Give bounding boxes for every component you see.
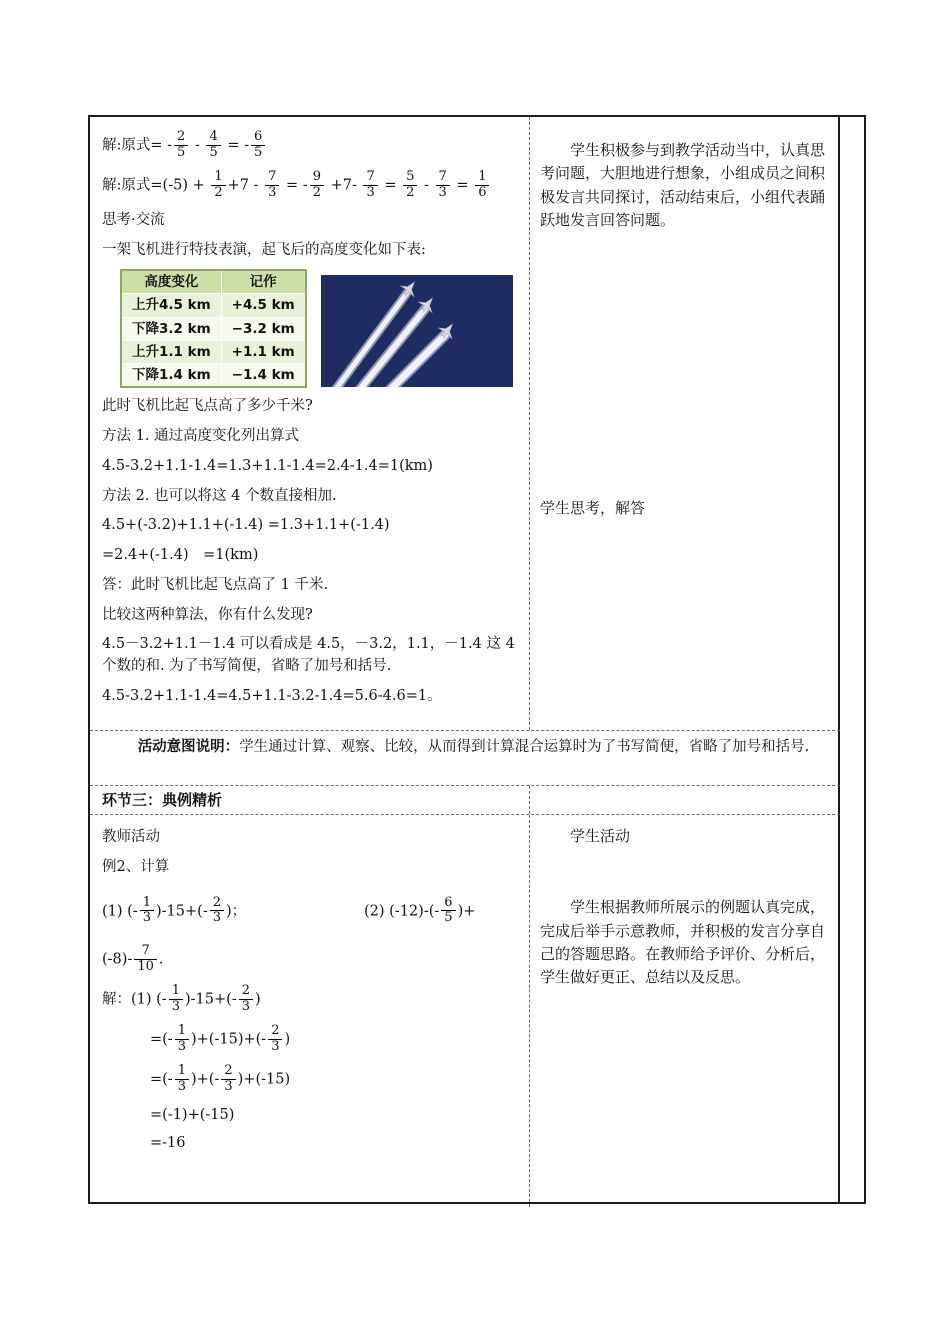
student-activity-cell-2 [530,815,840,1207]
row-section3-header [90,786,840,815]
row-example-analysis [90,815,840,1207]
example-expression-1: (1) (- $\frac{1}{3}$ )-15+(- $\frac{2}{3}$ )； [102,894,247,926]
solution-step-4: =(-1)+(-15) [150,1106,235,1123]
teacher-content-cell-2 [90,815,530,1207]
solution-step-5: =-16 [150,1134,186,1151]
think-exchange-label: 思考·交流 [102,211,165,228]
teacher-content-cell-1 [90,117,530,730]
solution-line-1: 解:原式= - $\frac{2}{5}$ - $\frac{4}{5}$ = - $\frac{6}{5}$ [102,130,519,161]
cell-change: 下降1.4 km [121,364,221,388]
example-expression-2: (2) (-12)-(- $\frac{6}{5}$ )+ [364,894,476,926]
example2-label: 例2、计算 [102,858,170,875]
student-activity-label: 学生活动 [570,827,631,845]
finding-text: 4.5－3.2+1.1－1.4 可以看成是 4.5，－3.2，1.1，－1.4 这 4 个数的和. 为了书写简便，省略了加号和括号. [102,636,515,675]
example-expression-2-cont: (-8)- $\frac{7}{10}$ . [102,943,164,975]
student-participation-text: 学生积极参与到教学活动当中，认真思考问题，大胆地进行想象，小组成员之间积极发言共同探讨，活动结束后，小组代表踊跃地发言回答问题。 [540,141,826,229]
student-think-answer-text: 学生思考，解答 [540,499,646,517]
height-change-table [120,269,307,388]
student-activity-cell-1 [530,117,840,730]
header-height-change: 高度变化 [121,270,221,294]
cell-change: 上升1.1 km [121,340,221,363]
cell-record: +1.1 km [221,340,305,363]
lesson-plan-table [88,115,866,1204]
jet-aerobatics-photo [321,275,513,387]
flight-question: 此时飞机比起飞点高了多少千米? [102,398,313,415]
row-thinking-exchange [90,117,840,731]
cell-record: −3.2 km [221,317,305,340]
activity-intent-text: 学生通过计算、观察、比较，从而得到计算混合运算时为了书写简便，省略了加号和括号. [239,739,810,755]
student-example-response-text: 学生根据教师所展示的例题认真完成，完成后举手示意教师，并积极的发言分享自己的答题思路。在教师给予评价、分析后，学生做好更正、总结以及反思。 [540,898,826,986]
flight-intro-text: 一架飞机进行特技表演，起飞后的高度变化如下表: [102,241,426,258]
cell-change: 下降3.2 km [121,317,221,340]
header-recorded-as: 记作 [221,270,305,294]
method2-calc-b: =2.4+(-1.4) =1(km) [102,547,259,564]
method2-calc-a: 4.5+(-3.2)+1.1+(-1.4) =1.3+1.1+(-1.4) [102,517,390,534]
compare-question: 比较这两种算法，你有什么发现? [102,606,313,623]
table-row [121,364,306,388]
method1-calc: 4.5-3.2+1.1-1.4=1.3+1.1-1.4=2.4-1.4=1(km) [102,457,433,474]
final-calc: 4.5-3.2+1.1-1.4=4.5+1.1-3.2-1.4=5.6-4.6=1。 [102,687,442,704]
example-expressions-row [102,887,519,936]
activity-intent-note [100,736,830,759]
method1-label: 方法 1. 通过高度变化列出算式 [102,428,300,445]
cell-change: 上升4.5 km [121,294,221,317]
solution-line-2: 解:原式=(-5) + $\frac{1}{2}$ +7 - $\frac{7}{3}$ = - $\frac{9}{2}$ +7- $\frac{7}{3}$ = $\frac{5}{2}$ - $\frac{7}{3}$ = $\frac{1}{6}$ [102,170,519,201]
cell-record: −1.4 km [221,364,305,388]
table-and-photo-row [102,269,519,388]
table-header-row [121,270,306,294]
cell-record: +4.5 km [221,294,305,317]
activity-intent-label: 活动意图说明： [137,738,240,755]
solution-step-3: =(- $\frac{1}{3}$ )+(- $\frac{2}{3}$ )+(-15) [150,1063,291,1094]
solution-step-2: =(- $\frac{1}{3}$ )+(-15)+(- $\frac{2}{3}$ ) [150,1023,291,1055]
answer-text: 答：此时飞机比起飞点高了 1 千米. [102,576,329,593]
section3-title: 环节三：典例精析 [90,786,530,814]
method2-label: 方法 2. 也可以将这 4 个数直接相加. [102,487,337,504]
teacher-activity-label: 教师活动 [102,829,160,845]
solution-step-1: 解：(1) (- $\frac{1}{3}$ )-15+(- $\frac{2}{3}$ ) [102,983,261,1015]
table-row [121,294,306,317]
row-activity-note [90,736,840,786]
table-row [121,340,306,363]
section3-right-empty [530,786,840,814]
table-row [121,317,306,340]
